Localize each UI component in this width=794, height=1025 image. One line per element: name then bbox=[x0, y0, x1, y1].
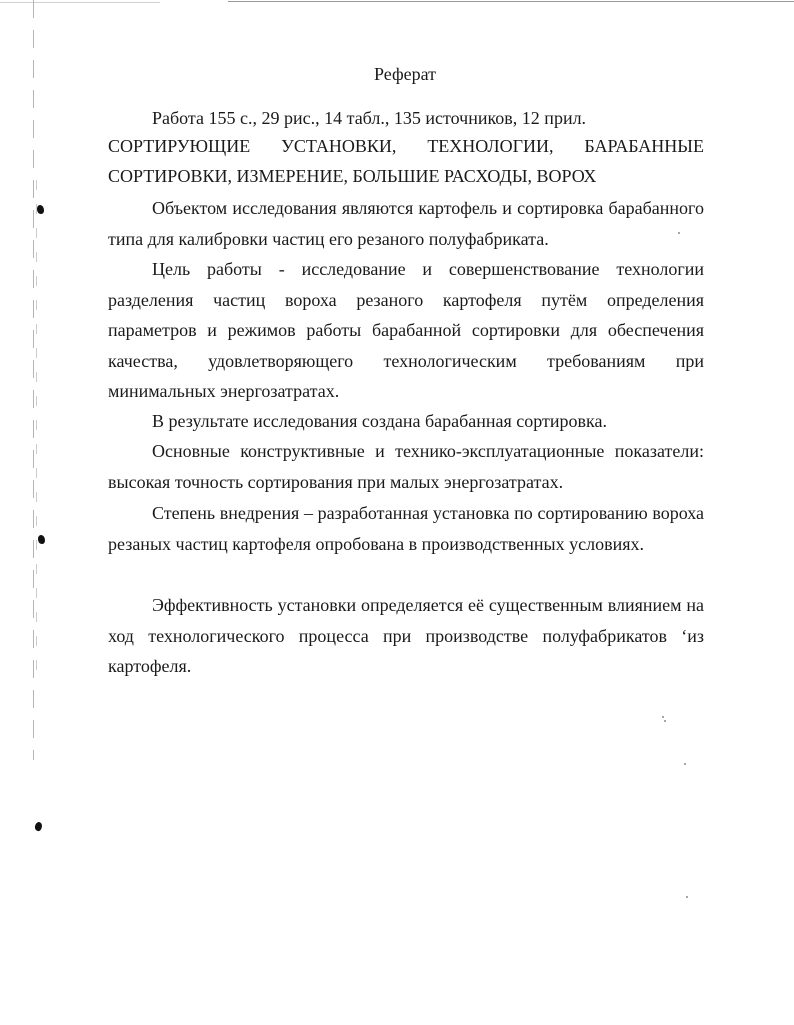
paragraph-goal: Цель работы - исследование и совершенствование технологии разделения частиц вороха резаного картофеля путём определения параметров и режимов работы барабанной сортировки для обеспечения качества, удовлетворяющего технологическим требованиям при минимальных энергозатратах. bbox=[108, 259, 704, 401]
paragraph-implementation: Степень внедрения – разработанная установка по сортированию вороха резаных частиц картофеля опробована в производственных условиях. bbox=[108, 503, 704, 554]
scan-speck bbox=[684, 763, 686, 765]
keywords: СОРТИРУЮЩИЕ УСТАНОВКИ, ТЕХНОЛОГИИ, БАРАБАННЫЕ СОРТИРОВКИ, ИЗМЕРЕНИЕ, БОЛЬШИЕ РАСХОДЫ, ВОРОХ bbox=[108, 136, 704, 186]
scan-left-edge bbox=[33, 0, 34, 760]
scan-speck bbox=[664, 720, 666, 722]
binder-hole-mark-middle bbox=[38, 535, 45, 544]
scan-left-edge-inner bbox=[36, 180, 37, 680]
binder-hole-mark-top bbox=[37, 205, 44, 214]
scan-top-rule bbox=[228, 1, 794, 2]
paragraph-efficiency: Эффективность установки определяется её существенным влиянием на ход технологического процесса при производстве полуфабрикатов ‘из картофеля. bbox=[108, 595, 704, 676]
scan-speck bbox=[686, 896, 688, 898]
binder-hole-mark-bottom bbox=[33, 821, 43, 832]
scan-speck bbox=[662, 716, 664, 718]
paragraph-object: Объектом исследования являются картофель и сортировка барабанного типа для калибровки частиц его резаного полуфабриката. bbox=[108, 198, 704, 249]
paragraph-result: В результате исследования создана барабанная сортировка. bbox=[152, 411, 608, 431]
scan-top-rule-left bbox=[0, 2, 160, 3]
paragraph-indicators: Основные конструктивные и технико-эксплуатационные показатели: высокая точность сортирования при малых энергозатратах. bbox=[108, 441, 704, 492]
page-title: Реферат bbox=[373, 64, 437, 84]
summary-line: Работа 155 с., 29 рис., 14 табл., 135 источников, 12 прил. bbox=[152, 108, 587, 128]
